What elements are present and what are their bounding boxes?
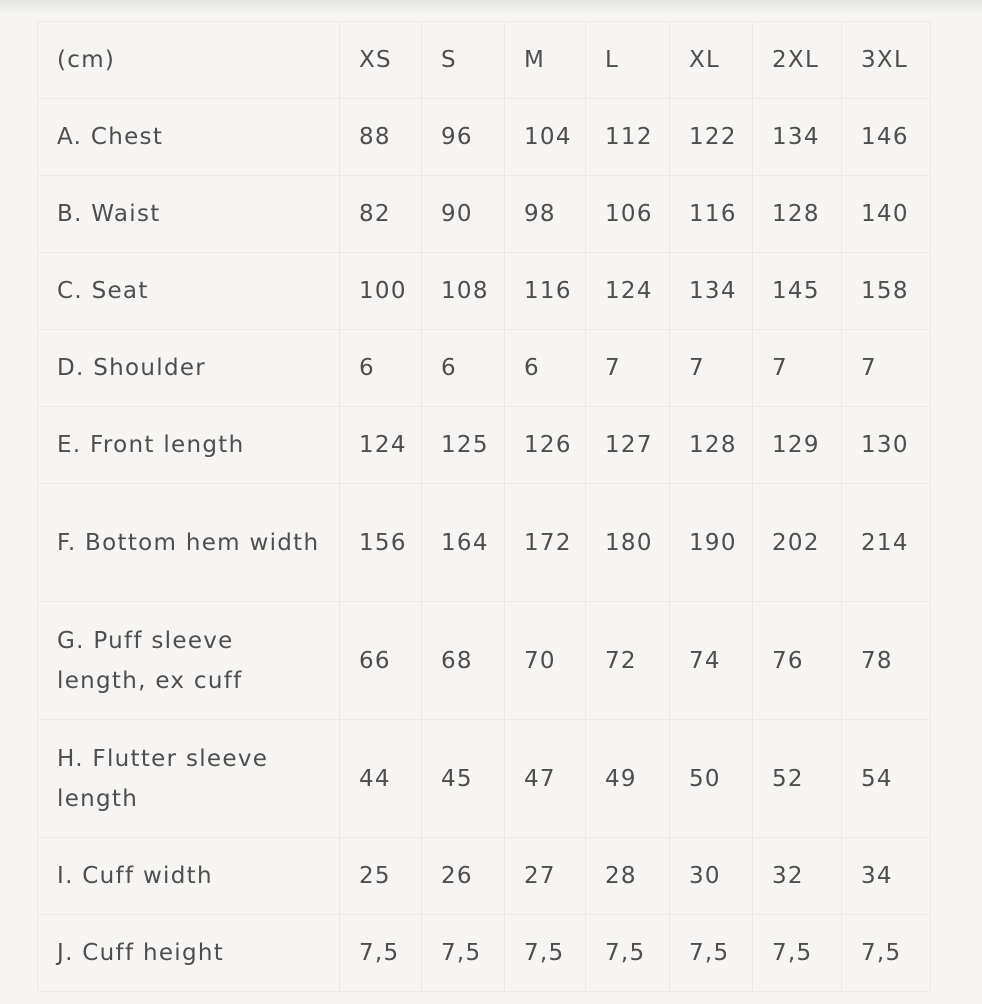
table-cell: 96 (422, 99, 505, 176)
table-cell: 7 (586, 330, 670, 407)
table-cell: 190 (670, 484, 753, 602)
table-cell: 90 (422, 176, 505, 253)
table-cell: 146 (842, 99, 931, 176)
table-cell: 66 (340, 602, 422, 720)
size-header-xl: XL (670, 22, 753, 99)
table-cell: 134 (753, 99, 842, 176)
table-cell: 6 (422, 330, 505, 407)
table-cell: 130 (842, 407, 931, 484)
table-cell: 25 (340, 838, 422, 915)
row-label: F. Bottom hem width (38, 484, 340, 602)
unit-header: (cm) (38, 22, 340, 99)
row-label: D. Shoulder (38, 330, 340, 407)
table-row (38, 838, 931, 915)
table-row (38, 602, 931, 720)
table-cell: 76 (753, 602, 842, 720)
table-cell: 164 (422, 484, 505, 602)
table-cell: 7 (670, 330, 753, 407)
row-label: H. Flutter sleeve length (38, 720, 340, 838)
size-header-m: M (505, 22, 586, 99)
header-row (38, 22, 931, 99)
table-cell: 44 (340, 720, 422, 838)
table-cell: 6 (340, 330, 422, 407)
table-cell: 72 (586, 602, 670, 720)
table-cell: 100 (340, 253, 422, 330)
table-cell: 98 (505, 176, 586, 253)
table-cell: 126 (505, 407, 586, 484)
size-chart-table (37, 21, 931, 992)
table-row (38, 720, 931, 838)
table-cell: 88 (340, 99, 422, 176)
table-cell: 156 (340, 484, 422, 602)
table-cell: 7,5 (586, 915, 670, 992)
table-cell: 202 (753, 484, 842, 602)
row-label: A. Chest (38, 99, 340, 176)
table-cell: 68 (422, 602, 505, 720)
table-row (38, 407, 931, 484)
table-cell: 47 (505, 720, 586, 838)
row-label: J. Cuff height (38, 915, 340, 992)
table-cell: 34 (842, 838, 931, 915)
table-cell: 82 (340, 176, 422, 253)
table-cell: 108 (422, 253, 505, 330)
table-cell: 52 (753, 720, 842, 838)
top-edge-shadow (0, 0, 982, 14)
table-cell: 112 (586, 99, 670, 176)
table-cell: 54 (842, 720, 931, 838)
row-label: E. Front length (38, 407, 340, 484)
table-cell: 7,5 (422, 915, 505, 992)
row-label: I. Cuff width (38, 838, 340, 915)
size-header-xs: XS (340, 22, 422, 99)
table-cell: 7,5 (842, 915, 931, 992)
table-cell: 106 (586, 176, 670, 253)
table-cell: 129 (753, 407, 842, 484)
table-cell: 45 (422, 720, 505, 838)
table-cell: 125 (422, 407, 505, 484)
size-header-2xl: 2XL (753, 22, 842, 99)
table-cell: 180 (586, 484, 670, 602)
table-cell: 122 (670, 99, 753, 176)
row-label: C. Seat (38, 253, 340, 330)
table-cell: 74 (670, 602, 753, 720)
table-row (38, 484, 931, 602)
table-cell: 104 (505, 99, 586, 176)
table-cell: 124 (586, 253, 670, 330)
table-cell: 7,5 (670, 915, 753, 992)
table-cell: 32 (753, 838, 842, 915)
table-cell: 50 (670, 720, 753, 838)
table-cell: 7 (842, 330, 931, 407)
table-cell: 116 (670, 176, 753, 253)
table-cell: 124 (340, 407, 422, 484)
table-cell: 172 (505, 484, 586, 602)
table-cell: 70 (505, 602, 586, 720)
size-header-3xl: 3XL (842, 22, 931, 99)
table-cell: 158 (842, 253, 931, 330)
table-row (38, 253, 931, 330)
row-label: B. Waist (38, 176, 340, 253)
table-cell: 128 (753, 176, 842, 253)
table-cell: 127 (586, 407, 670, 484)
table-cell: 28 (586, 838, 670, 915)
table-cell: 116 (505, 253, 586, 330)
size-header-l: L (586, 22, 670, 99)
table-cell: 145 (753, 253, 842, 330)
row-label: G. Puff sleeve length, ex cuff (38, 602, 340, 720)
table-cell: 7 (753, 330, 842, 407)
table-cell: 78 (842, 602, 931, 720)
table-cell: 128 (670, 407, 753, 484)
table-row (38, 915, 931, 992)
table-cell: 26 (422, 838, 505, 915)
table-cell: 7,5 (753, 915, 842, 992)
table-cell: 214 (842, 484, 931, 602)
table-cell: 140 (842, 176, 931, 253)
table-cell: 7,5 (340, 915, 422, 992)
table-cell: 7,5 (505, 915, 586, 992)
table-cell: 6 (505, 330, 586, 407)
size-header-s: S (422, 22, 505, 99)
table-cell: 27 (505, 838, 586, 915)
table-row (38, 330, 931, 407)
table-cell: 134 (670, 253, 753, 330)
table-row (38, 99, 931, 176)
table-cell: 30 (670, 838, 753, 915)
table-cell: 49 (586, 720, 670, 838)
table-row (38, 176, 931, 253)
